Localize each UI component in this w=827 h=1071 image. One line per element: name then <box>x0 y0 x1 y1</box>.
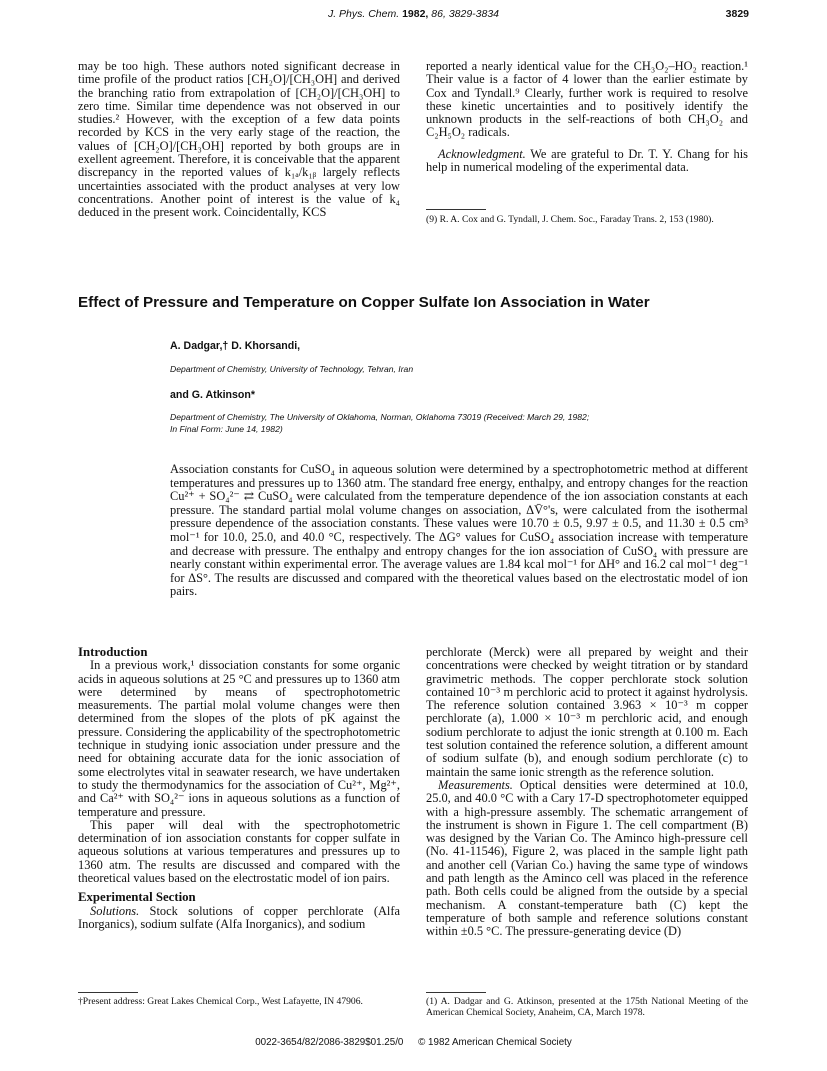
article-code: 0022-3654/82/2086-3829$01.25/0 <box>255 1037 404 1048</box>
running-header <box>0 8 827 24</box>
journal-year: 1982, <box>402 8 429 20</box>
solutions-text: Stock solutions of copper perchlorate (Alfa Inorganics), sodium sulfate (Alfa Inorganics), and sodium <box>78 903 400 931</box>
copyright-notice: © 1982 American Chemical Society <box>418 1037 572 1048</box>
footnote-rule-right <box>426 992 486 993</box>
introduction-paragraph-2: This paper will deal with the spectrophotometric determination of ion association constants for copper sulfate in aqueous solutions at various temperatures and pressures up to 1360 atm. The results are discussed and compared with the theoretical values based on the electrostatic model of ion pairs. <box>78 817 400 886</box>
top-right-paragraph: reported a nearly identical value for the CH₃O₂–HO₂ reaction.¹ Their value is a factor of 4 lower than the earlier estimate by Cox and Tyndall.⁹ Clearly, further work is required to resolve these kinetic uncertainties and to positively identify the unknown products in the self-reactions of both CH₃O₂ and C₂H₅O₂ radicals. <box>426 59 748 140</box>
journal-citation <box>0 8 827 20</box>
affiliation-2-line-2: In Final Form: June 14, 1982) <box>170 424 283 434</box>
body-left-footnote: †Present address: Great Lakes Chemical Corp., West Lafayette, IN 47906. <box>78 996 363 1007</box>
footnote-rule <box>426 209 486 210</box>
introduction-paragraph-1: In a previous work,¹ dissociation constants for some organic acids in aqueous solutions at 25 °C and pressures up to 1360 atm were determined by means of spectrophotometric measurements. The partial molal volume changes were then determined from the slopes of the plots of pK against the pressure. Considering the applicability of the spectrophotometric technique in studying ionic association under pressure and the need for obtaining accurate data for the ionic association of some electrolytes vital in seawater research, we have undertaken to study the thermodynamics for the association of Cu²⁺, Mg²⁺, and Ca²⁺ with SO₄²⁻ ions in aqueous solutions as a function of temperature and pressure. <box>78 658 400 819</box>
body-right-column <box>426 646 748 939</box>
page-number: 3829 <box>725 8 749 20</box>
affiliation-1: Department of Chemistry, University of Technology, Tehran, Iran <box>170 364 414 374</box>
introduction-heading: Introduction <box>78 645 148 659</box>
experimental-heading: Experimental Section <box>78 890 196 905</box>
authors-line-2: and G. Atkinson* <box>170 389 255 401</box>
measurements-label: Measurements. <box>438 777 513 792</box>
article-title: Effect of Pressure and Temperature on Copper Sulfate Ion Association in Water <box>78 294 650 311</box>
affiliation-2-line-1: Department of Chemistry, The University of Oklahoma, Norman, Oklahoma 73019 (Received: March 29, 1982; <box>170 412 590 422</box>
body-right-paragraph-1: perchlorate (Merck) were all prepared by weight and their concentrations were checked by weight titration or by standard gravimetric methods. The copper perchlorate stock solution contained 10⁻³ m perchloric acid to protect it against hydrolysis. The reference solution contained 3.963 × 10⁻³ m copper perchlorate (a), 1.000 × 10⁻³ m perchloric acid, and enough sodium perchlorate to adjust the ionic strength at 0.100 m. Each test solution contained the reference solution, a different amount of sodium sulfate (b), and enough sodium perchlorate (c) to maintain the same ionic strength as the reference solution. <box>426 645 748 779</box>
experimental-paragraph <box>78 905 400 932</box>
footnote-rule-left <box>78 992 138 993</box>
journal-pages: 3829-3834 <box>448 8 500 20</box>
body-left-column <box>78 646 400 931</box>
journal-volume: 86, <box>431 8 446 20</box>
journal-name: J. Phys. Chem. <box>327 8 400 20</box>
top-right-footnote: (9) R. A. Cox and G. Tyndall, J. Chem. Soc., Faraday Trans. 2, 153 (1980). <box>426 214 714 225</box>
acknowledgment-label: Acknowledgment. <box>438 146 526 161</box>
top-left-paragraph: may be too high. These authors noted significant decrease in time profile of the product ratios [CH₂O]/[CH₃OH] and derived the branching ratio from extrapolation of [CH₂O]/[CH₃OH] to zero time. Similar time dependence was not observed in our studies.² However, with the exception of a few data points recorded by KCS in the very early stage of the reaction, the values of [CH₂O]/[CH₃OH] reported by both groups are in exellent agreement. Therefore, it is conceivable that the apparent discrepancy in the reported values of k₁ₐ/k₁ᵦ largely reflects uncertainties associated with the product analyses at very low concentrations. Another point of interest is the value of k₄ deduced in the present work. Coincidentally, KCS <box>78 59 400 220</box>
top-right-column <box>426 60 748 174</box>
solutions-label: Solutions. <box>90 903 140 918</box>
body-right-footnote: (1) A. Dadgar and G. Atkinson, presented at the 175th National Meeting of the American Chemical Society, Anaheim, CA, March 1978. <box>426 996 748 1018</box>
page-footer <box>0 1037 827 1048</box>
measurements-paragraph <box>426 779 748 939</box>
measurements-text: Optical densities were determined at 10.0, 25.0, and 40.0 °C with a Cary 17-D spectrophotometer equipped with a high-pressure assembly. The schematic arrangement of the instrument is shown in Figure 1. The cell compartment (B) was designed by the Varian Co. The Aminco high-pressure cell (No. 41-11546), Figure 2, was placed in the sample light path and another cell (Varian Co.) having the same type of windows and path length as the Aminco cell was placed in the reference path. Both cells could be aligned from the outside by a special mechanism. A constant-temperature bath (C) kept the temperature of both sample and reference solutions constant within ±0.5 °C. The pressure-generating device (D) <box>426 777 748 939</box>
abstract: Association constants for CuSO₄ in aqueous solution were determined by a spectrophotometric method at different temperatures and pressures up to 1360 atm. The standard free energy, enthalpy, and entropy changes for the reaction Cu²⁺ + SO₄²⁻ ⇄ CuSO₄ were calculated from the temperature dependence of the ion association constants at each pressure. The standard partial molal volume changes on association, ΔV̄°'s, were calculated from the isothermal pressure dependence of the association constants. These values were 10.70 ± 0.5, 9.97 ± 0.5, and 11.30 ± 0.5 cm³ mol⁻¹ for 10.0, 25.0, and 40.0 °C, respectively. The ΔG° values for CuSO₄ association increase with temperature and decrease with pressure. The enthalpy and entropy changes for the ion association of CuSO₄ with pressure are nearly constant within experimental error. The average values are 1.84 kcal mol⁻¹ for ΔH° and 16.2 cal mol⁻¹ deg⁻¹ for ΔS°. The results are discussed and compared with the theoretical values based on the electrostatic model of ion pairs. <box>170 462 748 599</box>
acknowledgment-text: We are grateful to Dr. T. Y. Chang for his help in numerical modeling of the experimental data. <box>426 146 748 175</box>
acknowledgment <box>426 148 748 175</box>
top-left-column <box>78 60 400 220</box>
authors-line-1: A. Dadgar,† D. Khorsandi, <box>170 340 301 352</box>
